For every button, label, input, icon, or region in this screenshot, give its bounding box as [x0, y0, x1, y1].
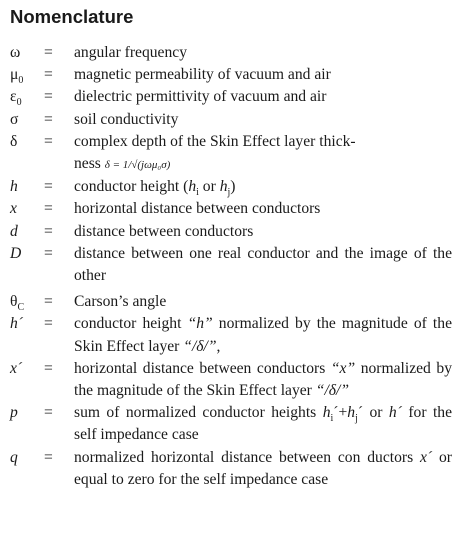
definition-q: normalized horizontal distance between con ductors x´ or equal to zero for the self impedance case	[74, 448, 452, 488]
symbol-eps0: $\varepsilon_0$	[10, 88, 22, 109]
symbol-p: p	[10, 404, 18, 422]
definition-d: distance between conductors	[74, 222, 254, 240]
symbol-h-prime: h´	[10, 315, 23, 333]
equals-sign: =	[44, 88, 53, 106]
entry-sigma	[10, 109, 452, 131]
equals-sign: =	[44, 44, 53, 61]
definition-x-prime: horizontal distance between conductors “x” normalized by the magnitude of the Skin Effect layer “/δ/”	[74, 359, 452, 400]
skin-depth-formula: δ = 1/√(jωμ₀σ)	[104, 159, 171, 172]
equals-sign: =	[44, 404, 53, 422]
entry-delta	[10, 131, 452, 176]
entry-thetaC	[10, 291, 452, 313]
definition-D: distance between one real conductor and the image of the other	[74, 244, 452, 285]
symbol-mu0: $\mu_0$	[10, 66, 24, 87]
entry-d	[10, 221, 452, 243]
entry-h	[10, 176, 452, 198]
symbol-d: d	[10, 222, 18, 240]
entry-x	[10, 198, 452, 220]
symbol-sigma: σ	[10, 110, 19, 128]
entry-D	[10, 243, 452, 287]
definition-mu0: magnetic permeability of vacuum and air	[74, 66, 331, 84]
definition-sigma: soil conductivity	[74, 110, 179, 128]
definition-omega: angular frequency	[74, 44, 187, 61]
symbol-D: D	[10, 244, 22, 262]
symbol-delta: δ	[10, 132, 18, 150]
entry-mu0	[10, 64, 452, 86]
entry-omega	[10, 42, 452, 64]
entry-q	[10, 447, 452, 491]
equals-sign: =	[44, 315, 53, 333]
definition-eps0: dielectric permittivity of vacuum and air	[74, 88, 327, 106]
entry-p	[10, 402, 452, 446]
entry-h-prime	[10, 313, 452, 357]
symbol-q: q	[10, 448, 18, 466]
entry-x-prime	[10, 358, 452, 402]
symbol-omega: ω	[10, 44, 21, 61]
equals-sign: =	[44, 359, 53, 377]
definition-h: conductor height ($h_i$ or $h_j$)	[74, 178, 236, 199]
definition-p: sum of normalized conductor heights $h_i´+h_j´$ or h´ for the self impedance case	[74, 404, 453, 444]
equals-sign: =	[44, 178, 53, 196]
equals-sign: =	[44, 200, 53, 218]
symbol-x-prime: x´	[10, 359, 23, 377]
equals-sign: =	[44, 110, 53, 128]
definition-x: horizontal distance between conductors	[74, 200, 321, 218]
definition-thetaC: Carson’s angle	[74, 293, 167, 311]
equals-sign: =	[44, 448, 53, 466]
symbol-thetaC: $\theta_C$	[10, 293, 25, 314]
symbol-x: x	[10, 200, 17, 218]
definition-delta: complex depth of the Skin Effect layer thick- ness δ = 1/√(jωμ₀σ)	[74, 132, 356, 173]
definition-h-prime: conductor height “h” normalized by the magnitude of the Skin Effect layer “/δ/”,	[74, 315, 452, 355]
equals-sign: =	[44, 132, 53, 150]
symbol-h: h	[10, 178, 18, 196]
equals-sign: =	[44, 244, 53, 262]
equals-sign: =	[44, 222, 53, 240]
entry-eps0	[10, 86, 452, 108]
equals-sign: =	[44, 66, 53, 84]
section-title: Nomenclature	[10, 6, 134, 27]
equals-sign: =	[44, 293, 53, 311]
